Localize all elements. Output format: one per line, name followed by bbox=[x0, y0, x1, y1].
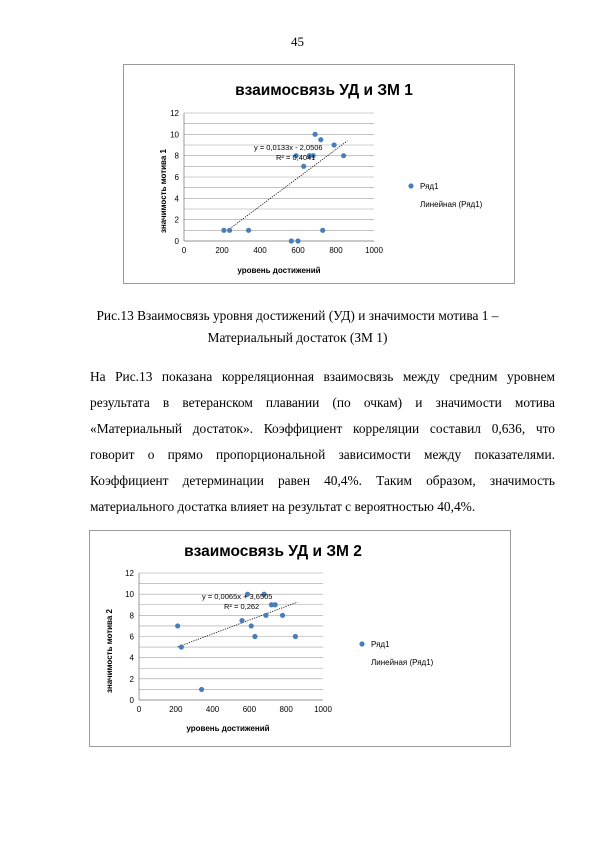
x-tick-label: 200 bbox=[169, 705, 183, 714]
chart-1-title: взаимосвязь УД и ЗМ 1 bbox=[235, 82, 413, 99]
data-point bbox=[301, 164, 306, 169]
chart-2-title: взаимосвязь УД и ЗМ 2 bbox=[184, 543, 362, 560]
x-tick-label: 1000 bbox=[365, 246, 383, 255]
paragraph-line: говорит о прямо пропорциональной зависимости между показателями. bbox=[90, 447, 555, 462]
scatter-chart-2 bbox=[89, 530, 511, 747]
chart-2-svg bbox=[90, 531, 510, 746]
x-tick-label: 400 bbox=[205, 705, 220, 714]
paragraph-line: На Рис.13 показана корреляционная взаимосвязь между средним уровнем bbox=[90, 369, 555, 384]
legend-series-2: Ряд1 bbox=[371, 640, 390, 649]
y-tick-label: 0 bbox=[174, 237, 179, 246]
data-point bbox=[221, 228, 226, 233]
y-tick-label: 0 bbox=[129, 696, 134, 705]
y-tick-label: 8 bbox=[174, 151, 179, 161]
page-number: 45 bbox=[291, 34, 304, 49]
paragraph-line: результата в ветеранском плавании (по очкам) и значимости мотива bbox=[90, 395, 555, 410]
data-point bbox=[175, 623, 180, 628]
data-point bbox=[332, 142, 337, 147]
data-point bbox=[179, 644, 184, 649]
data-point bbox=[246, 228, 251, 233]
chart-2-r2: R² = 0,262 bbox=[224, 602, 260, 611]
y-tick-label: 6 bbox=[129, 632, 134, 642]
caption-line-1: Рис.13 Взаимосвязь уровня достижений (УД) и значимости мотива 1 – bbox=[96, 308, 499, 323]
body-paragraph bbox=[90, 364, 555, 520]
paragraph-line: материального достатка влияет на результат с вероятностью 40,4%. bbox=[90, 499, 476, 514]
x-tick-label: 0 bbox=[181, 246, 187, 255]
chart-1-r2: R² = 0,4041 bbox=[276, 153, 316, 162]
legend-trendline-1: Линейная (Ряд1) bbox=[420, 200, 483, 209]
data-point bbox=[295, 238, 300, 243]
y-tick-label: 6 bbox=[174, 173, 179, 182]
data-point bbox=[341, 153, 346, 158]
x-tick-label: 600 bbox=[291, 246, 305, 255]
legend-series-1: Ряд1 bbox=[420, 182, 439, 191]
paragraph-line: Коэффициент детерминации равен 40,4%. Таким образом, значимость bbox=[90, 473, 555, 488]
y-tick-label: 10 bbox=[170, 130, 179, 140]
y-tick-label: 12 bbox=[170, 109, 179, 118]
data-point bbox=[318, 137, 323, 142]
data-point bbox=[280, 613, 285, 618]
chart-2-equation: y = 0,0065x + 3,6505 bbox=[202, 592, 273, 601]
x-tick-label: 400 bbox=[253, 246, 267, 255]
chart-1-ylabel: значимость мотива 1 bbox=[159, 149, 168, 233]
data-point bbox=[263, 613, 268, 618]
data-point bbox=[199, 687, 204, 692]
x-tick-label: 200 bbox=[215, 246, 229, 255]
y-tick-label: 2 bbox=[129, 674, 134, 684]
y-tick-label: 4 bbox=[129, 653, 134, 663]
legend-trendline-2: Линейная (Ряд1) bbox=[371, 658, 434, 667]
legend-marker-series-1 bbox=[408, 183, 413, 188]
x-tick-label: 800 bbox=[329, 246, 343, 255]
chart-1-xlabel: уровень достижений bbox=[237, 266, 321, 275]
data-point bbox=[239, 618, 244, 623]
data-point bbox=[273, 602, 278, 607]
chart-2-ylabel: значимость мотива 2 bbox=[105, 609, 114, 693]
scatter-chart-1 bbox=[123, 64, 515, 284]
x-tick-label: 800 bbox=[279, 705, 293, 714]
y-tick-label: 10 bbox=[125, 590, 134, 600]
y-tick-label: 8 bbox=[129, 611, 134, 621]
chart-1-equation: y = 0,0133x - 2,0506 bbox=[254, 143, 323, 152]
figure-caption bbox=[70, 305, 525, 349]
y-tick-label: 12 bbox=[125, 569, 134, 578]
data-point bbox=[227, 228, 232, 233]
data-point bbox=[289, 238, 294, 243]
data-point bbox=[252, 634, 257, 639]
x-tick-label: 0 bbox=[136, 705, 142, 714]
chart-1-svg bbox=[124, 65, 514, 283]
x-tick-label: 600 bbox=[242, 705, 257, 714]
legend-marker-series-2 bbox=[359, 641, 364, 646]
data-point bbox=[313, 132, 318, 137]
data-point bbox=[320, 228, 325, 233]
caption-line-2: Материальный достаток (ЗМ 1) bbox=[207, 330, 388, 345]
data-point bbox=[293, 634, 298, 639]
chart-2-xlabel: уровень достижений bbox=[186, 724, 270, 733]
x-tick-label: 1000 bbox=[314, 705, 332, 714]
paragraph-line: «Материальный достаток». Коэффициент корреляции составил 0,636, что bbox=[90, 421, 555, 436]
data-point bbox=[249, 623, 254, 628]
y-tick-label: 2 bbox=[174, 215, 179, 225]
y-tick-label: 4 bbox=[174, 194, 179, 204]
